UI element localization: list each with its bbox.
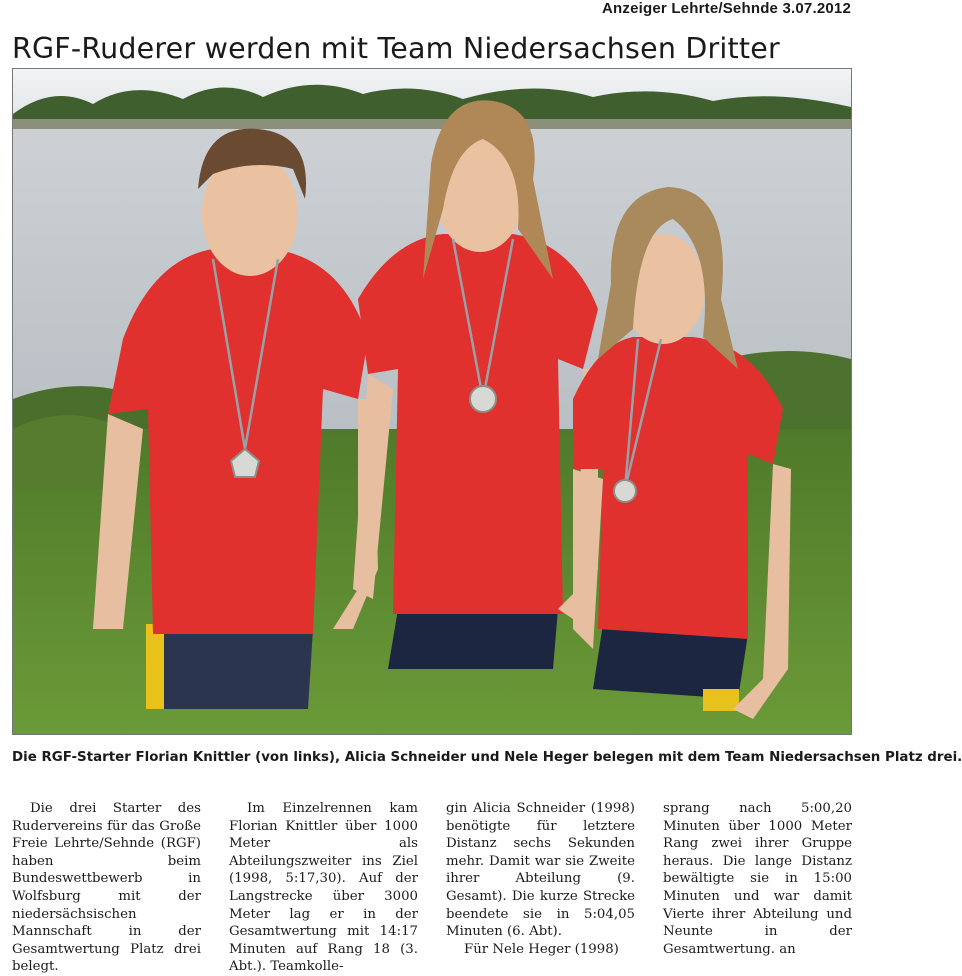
- article-body: [12, 800, 852, 976]
- article-column-4: [663, 800, 852, 976]
- publication-source: Anzeiger Lehrte/Sehnde 3.07.2012: [602, 0, 851, 17]
- article-paragraph: Für Nele Heger (1998): [464, 941, 619, 957]
- article-paragraph: sprang nach 5:00,20 Minuten über 1000 Meter Rang zwei ihrer Gruppe heraus. Die lange Distanz bewältigte sie in 15:00 Minuten und war damit Vierte ihrer Abteilung und Neunte in der Gesamtwertung. an: [663, 801, 852, 957]
- article-paragraph: Die drei Starter des Rudervereins für das Große Freie Lehrte/Sehnde (RGF) haben beim Bundeswettbewerb in Wolfsburg mit der niedersächsischen Mannschaft in der Gesamtwertung Platz drei belegt.: [12, 801, 201, 975]
- article-paragraph: Im Einzelrennen kam Florian Knittler über 1000 Meter als Abteilungszweiter ins Ziel (1998, 5:17,30). Auf der Langstrecke über 3000 Meter lag er in der Gesamtwertung mit 14:17 Minuten auf Rang 18 (3. Abt.). Teamkolle-: [229, 801, 418, 975]
- article-column-2: [229, 800, 418, 976]
- article-photo: [12, 68, 852, 735]
- article-paragraph: gin Alicia Schneider (1998) benötigte für letztere Distanz sechs Sekunden mehr. Damit war sie Zweite ihrer Abteilung (9. Gesamt). Die kurze Strecke beendete sie in 5:04,05 Minuten (6. Abt).: [446, 801, 635, 940]
- article-column-1: [12, 800, 201, 976]
- headline: RGF-Ruderer werden mit Team Niedersachsen Dritter: [12, 32, 780, 66]
- article-column-3: [446, 800, 635, 976]
- photo-caption: Die RGF-Starter Florian Knittler (von links), Alicia Schneider und Nele Heger belegen mit dem Team Niedersachsen Platz drei.: [12, 750, 962, 765]
